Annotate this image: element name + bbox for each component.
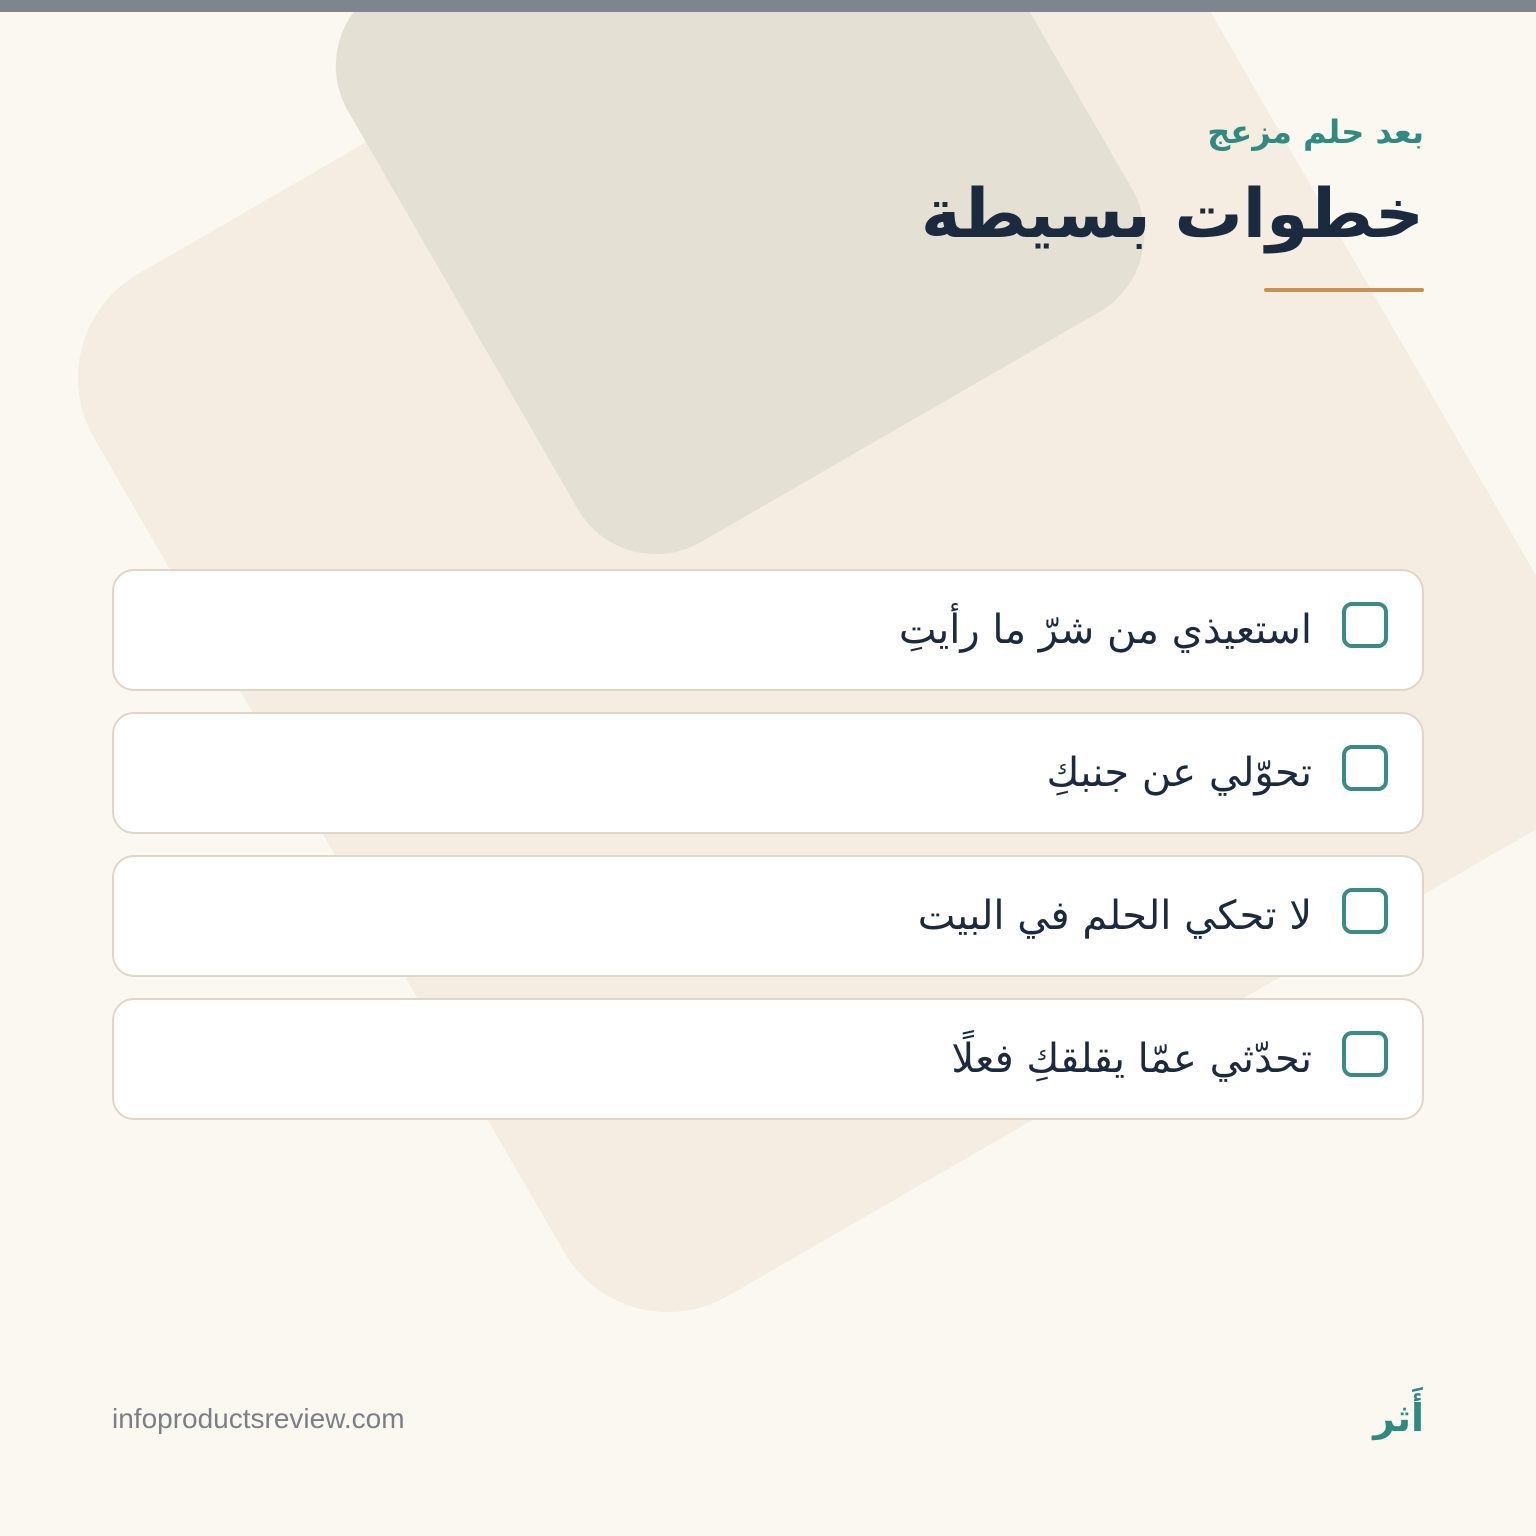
checklist-item-label: لا تحكي الحلم في البيت — [917, 893, 1312, 939]
checklist — [112, 569, 1424, 1141]
checklist-item-3[interactable] — [112, 855, 1424, 977]
checkbox[interactable] — [1342, 888, 1388, 934]
checkbox[interactable] — [1342, 745, 1388, 791]
checklist-item-label: استعيذي من شرّ ما رأيتِ — [898, 607, 1312, 653]
checklist-item-label: تحدّثي عمّا يقلقكِ فعلًا — [951, 1036, 1312, 1082]
header — [524, 108, 1424, 258]
checklist-item-4[interactable] — [112, 998, 1424, 1120]
footer-url: infoproductsreview.com — [112, 1403, 405, 1434]
checklist-item-1[interactable] — [112, 569, 1424, 691]
checkbox[interactable] — [1342, 602, 1388, 648]
page-title: خطوات بسيطة — [920, 175, 1424, 254]
checklist-item-label: تحوّلي عن جنبكِ — [1046, 750, 1312, 796]
checklist-item-2[interactable] — [112, 712, 1424, 834]
brand-logo: أَثر — [1373, 1396, 1424, 1440]
top-bar — [0, 0, 1536, 12]
eyebrow-text: بعد حلم مزعج — [1207, 113, 1424, 151]
checkbox[interactable] — [1342, 1031, 1388, 1077]
title-underline — [1264, 288, 1424, 292]
